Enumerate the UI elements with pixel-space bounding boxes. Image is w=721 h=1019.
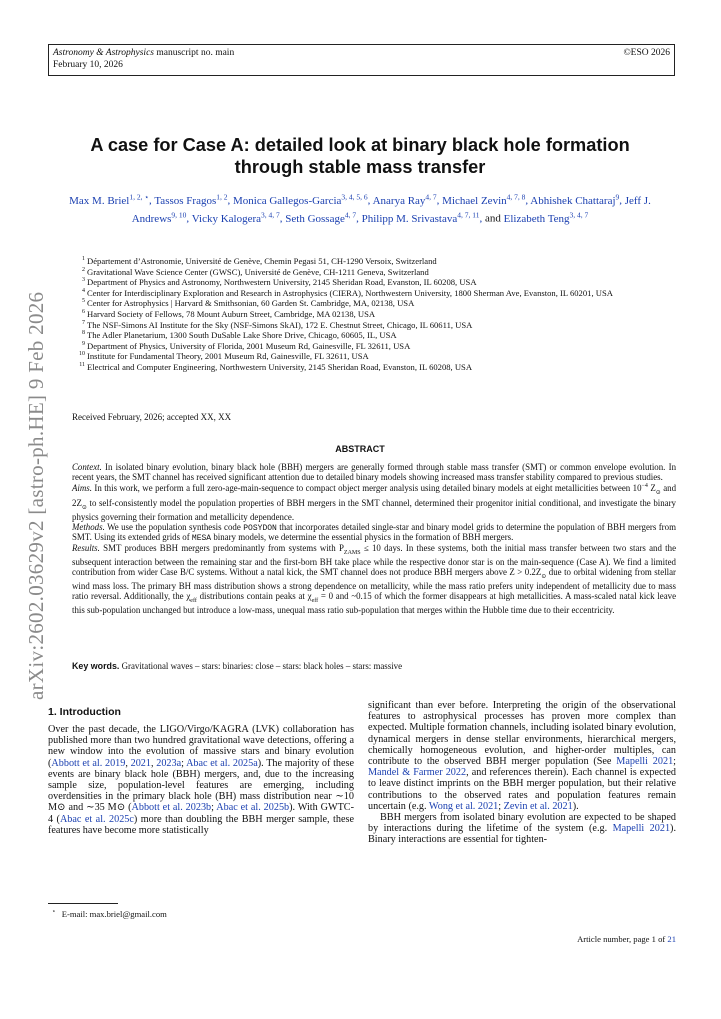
affiliation-number: 10 [79, 351, 85, 358]
affiliation-number: 4 [82, 287, 85, 294]
citation-link[interactable]: Abac et al. 2025a [186, 757, 258, 769]
affiliation-number: 8 [82, 330, 85, 337]
author-list: Max M. Briel$^{1, 2, ⋆}$, Tassos Fragos$^{1, 2}$, Monica Gallegos-Garcia$^{3, 4, 5, 6}$, Anarya Ray$^{4, 7}$, Michael Zevin$^{4, 7, 8}$, Abhishek Chattaraj$^9$, Jeff J. Andrews$^{9, 10}$, Vicky Kalogera$^{3, 4, 7}$, Seth Gossage$^{4, 7}$, Philipp M. Srivastava$^{4, 7, 11}$, and Elizabeth Teng$^{3, 4, 7}$ [69, 192, 651, 225]
abstract-results: Results. SMT produces BBH mergers predominantly from systems with $P_{ZAMS} \le 10$ days. In these systems, both the initial mass transfer between two stars and the subsequent interaction between the remaining star and the first-born BH take place while the respective donor star is on the main-sequence (Case A). We find a limited contribution from wider Case B/C systems. Without a natal kick, the SMT channel does not produce BBH mergers above $Z > 0.2Z_⊙$ due to orbital widening from stellar wind mass loss. The primary BH mass distribution shows a strong dependence on metallicity, while the mass ratio prefers unity independent of metallicity due to mass ratio reversal. Additionally, the $\chi_{eff}$ distributions contain peaks at $\chi_{eff} = 0$ and ~0.15 of which the former disappears at high metallicities. A mass-scaled natal kick leave this sub-population unchanged but introduce a low-mass, unequal mass ratio sub-population that merges within the Hubble time due to their eccentricity. [72, 542, 677, 615]
citation-link[interactable]: Wong et al. 2021 [428, 800, 499, 812]
affiliation [76, 277, 676, 288]
affiliation-text: Department of Physics and Astronomy, Northwestern University, 2145 Sheridan Road, Evanston, IL 60208, USA [87, 277, 477, 288]
citation-link[interactable]: Mapelli 2021 [616, 756, 674, 768]
affiliation-number: 3 [82, 277, 85, 284]
author-name[interactable]: Max M. Briel$^{1, 2, ⋆}$ [69, 192, 150, 207]
affiliation-number: 6 [82, 308, 85, 315]
affiliation-number: 1 [82, 256, 85, 262]
author-affiliation-mark: 4, 7, 8 [506, 192, 526, 201]
abstract-aims: Aims. In this work, we perform a full zero-age-main-sequence to compact object merger analysis using detailed binary models at eight metallicities between $10^{-4}$ $Z_⊙$ and $2Z_⊙$ to self-consistently model the population properties of BBH mergers in the SMT channel, determined their progenitor initial conditional, and investigate the binary physics governing their formation and metallicity dependence. [72, 483, 677, 522]
affiliation [76, 330, 676, 341]
header-date: February 10, 2026 [53, 60, 123, 70]
author-name[interactable]: Anarya Ray$^{4, 7}$ [372, 192, 437, 207]
affiliation-text: The NSF-Simons AI Institute for the Sky (NSF-Simons SkAI), 172 E. Chestnut Street, Chicago, IL 60611, USA [87, 319, 473, 330]
page-footer: Article number, page 1 of 21 [577, 934, 676, 944]
author-name[interactable]: Monica Gallegos-Garcia$^{3, 4, 5, 6}$ [232, 192, 368, 207]
abstract-heading: ABSTRACT [335, 444, 385, 454]
paragraph: BBH mergers from isolated binary evolution are expected to be shaped by interactions during the lifetime of the system (e.g. Mapelli 2021). Binary interactions are essential for tighten- [368, 812, 676, 846]
keywords: Key words. Gravitational waves – stars: binaries: close – stars: black holes – stars: massive [72, 661, 403, 671]
author-affiliation-mark: 4, 7 [425, 192, 437, 201]
author-affiliation-mark: 9 [615, 192, 620, 201]
author-affiliation-mark: 3, 4, 7 [261, 210, 280, 220]
affiliation [76, 362, 676, 373]
author-name[interactable]: Seth Gossage$^{4, 7}$ [285, 210, 357, 225]
citation-link[interactable]: Abac et al. 2025c [59, 813, 134, 825]
citation-link[interactable]: Zevin et al. 2021 [503, 800, 573, 812]
citation-link[interactable]: Abac et al. 2025b [216, 802, 290, 814]
affiliation-text: Harvard Society of Fellows, 78 Mount Auburn Street, Cambridge, MA 02138, USA [87, 308, 376, 319]
arxiv-identifier: arXiv:2602.03629v2 [astro-ph.HE] 9 Feb 2026 [24, 291, 48, 700]
received-line: Received February, 2026; accepted XX, XX [72, 412, 232, 422]
paper-title: A case for Case A: detailed look at binary black hole formation through stable mass transfer [90, 135, 630, 177]
citation-link[interactable]: Mandel & Farmer 2022 [368, 767, 467, 779]
affiliation [76, 256, 676, 267]
affiliation-text: Département d’Astronomie, Université de Genève, Chemin Pegasi 51, CH-1290 Versoix, Switzerland [87, 256, 437, 266]
affiliation [76, 298, 676, 309]
right-column [368, 700, 676, 846]
author-affiliation-mark: 4, 7 [344, 210, 357, 220]
affiliation-text: Center for Astrophysics | Harvard & Smithsonian, 60 Garden St. Cambridge, MA, 02138, USA [87, 298, 415, 309]
author-name[interactable]: Jeff J. Andrews$^{9, 10}$ [131, 194, 651, 225]
author-affiliation-mark: 9, 10 [171, 210, 187, 220]
affiliation-text: Electrical and Computer Engineering, Northwestern University, 2145 Sheridan Road, Evanston, IL 60208, USA [87, 361, 473, 372]
paragraph: significant than ever before. Interpreting the origin of the observational features to astrophysical processes has proven more complex than expected. Multiple formation channels, including isolated binary evolution, dynamical mergers in dense stellar environments, hierarchical mergers, chemically homogeneous evolution, and higher-order multiples, can contribute to the observed BBH merger population (See Mapelli 2021; Mandel & Farmer 2022, and references therein). Each channel is expected to leave distinct imprints on the BBH merger population, but their relative contributions to the observed rates and population features remain uncertain (e.g. Wong et al. 2021; Zevin et al. 2021). [368, 700, 677, 812]
authors-and: and [482, 212, 504, 225]
footnote-rule [48, 903, 118, 904]
affiliation-text: Institute for Fundamental Theory, 2001 Museum Rd, Gainesville, FL 32611, USA [87, 351, 369, 362]
citation-link[interactable]: 2021 [130, 757, 151, 769]
affiliation-text: Department of Physics, University of Florida, 2001 Museum Rd, Gainesville, FL 32611, USA [87, 340, 411, 351]
abstract-body [72, 463, 676, 616]
footnote: ⋆ E-mail: max.briel@gmail.com [52, 908, 167, 919]
affiliation [76, 320, 676, 331]
author-name[interactable]: Vicky Kalogera$^{3, 4, 7}$ [191, 210, 280, 225]
citation-link[interactable]: 2023a [156, 757, 182, 769]
affiliation-list [76, 256, 676, 373]
copyright: ©ESO 2026 [623, 48, 670, 58]
citation-link[interactable]: Abbott et al. 2019 [51, 757, 126, 769]
author-name[interactable]: Elizabeth Teng$^{3, 4, 7}$ [503, 210, 589, 225]
affiliation-number: 7 [82, 319, 85, 326]
affiliation-text: Center for Interdisciplinary Exploration and Research in Astrophysics (CIERA), Northwestern University, 1800 Sherman Ave, Evanston, IL 60201, USA [87, 287, 613, 298]
affiliation [76, 341, 676, 352]
abstract-methods: Methods. We use the population synthesis code POSYDON that incorporates detailed single-star and binary model grids to determine the population of BBH mergers from SMT. Using its extended grids of MESA binary models, we determine the essential physics in the formation of BBH mergers. [72, 521, 676, 544]
left-column: Over the past decade, the LIGO/Virgo/KAGRA (LVK) collaboration has published more than two hundred gravitational wave detections, offering a new window into the evolution of massive stars and binary evolution (Abbott et al. 2019, 2021, 2023a; Abac et al. 2025a). The majority of these events are binary black hole (BBH) mergers, and, due to the increasing sample size, population-level features are emerging, including overdensities in the primary black hole (BH) mass distribution near ∼10 M⊙ and ∼35 M⊙ (Abbott et al. 2023b; Abac et al. 2025b). With GWTC-4 (Abac et al. 2025c) more than doubling the BBH merger sample, these features have become more statistically [48, 724, 355, 836]
abstract-context: Context. In isolated binary evolution, binary black hole (BBH) mergers are generally formed through stable mass transfer (SMT) or common envelope evolution. In recent years, the SMT channel has received significant attention due to detailed binary models showing increased mass transfer stability compared to previous studies. [72, 462, 677, 482]
affiliation-number: 11 [79, 361, 85, 368]
journal-name: Astronomy & Astrophysics [53, 48, 154, 58]
affiliation [76, 309, 676, 320]
total-pages-link[interactable]: 21 [667, 934, 676, 944]
author-name[interactable]: Abhishek Chattaraj$^9$ [530, 192, 620, 207]
author-affiliation-mark: 1, 2, ⋆ [129, 192, 150, 201]
affiliation-number: 5 [82, 298, 85, 305]
citation-link[interactable]: Mapelli 2021 [612, 823, 671, 835]
affiliation [76, 288, 676, 299]
affiliation-text: Gravitational Wave Science Center (GWSC), Université de Genève, CH-1211 Geneva, Switzerland [87, 266, 429, 277]
affiliation-text: The Adler Planetarium, 1300 South DuSable Lake Shore Drive, Chicago, 60605, IL, USA [87, 330, 397, 341]
affiliation [76, 267, 676, 278]
author-affiliation-mark: 1, 2 [216, 192, 228, 201]
author-affiliation-mark: 4, 7, 11 [457, 210, 480, 220]
author-affiliation-mark: 3, 4, 7 [569, 210, 589, 220]
affiliation-number: 9 [82, 340, 85, 347]
author-name[interactable]: Philipp M. Srivastava$^{4, 7, 11}$ [361, 210, 480, 225]
section-heading: 1. Introduction [48, 706, 121, 718]
author-name[interactable]: Tassos Fragos$^{1, 2}$ [154, 192, 228, 207]
journal-header [48, 44, 675, 76]
arxiv-sidebar [0, 0, 46, 1019]
citation-link[interactable]: Abbott et al. 2023b [131, 802, 212, 814]
author-affiliation-mark: 3, 4, 5, 6 [341, 192, 368, 201]
author-name[interactable]: Michael Zevin$^{4, 7, 8}$ [442, 192, 526, 207]
affiliation-number: 2 [82, 266, 85, 273]
manuscript-number: manuscript no. main [156, 48, 235, 58]
affiliation [76, 351, 676, 362]
